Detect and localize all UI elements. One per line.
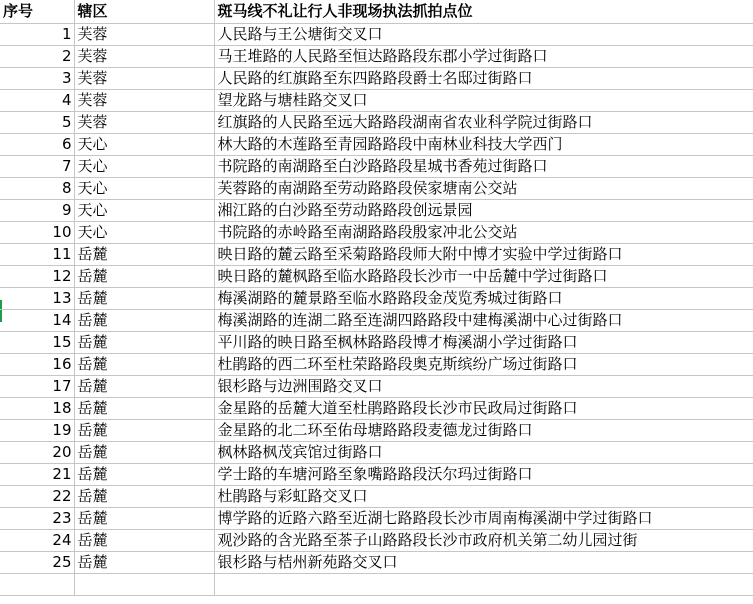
cell-district[interactable]: 岳麓 [74,265,214,287]
table-row [0,397,753,419]
cell-index[interactable]: 20 [0,441,74,463]
cell-index[interactable]: 23 [0,507,74,529]
cell-location[interactable]: 银杉路与边洲围路交叉口 [214,375,753,397]
table-row [0,419,753,441]
cell-index[interactable]: 12 [0,265,74,287]
cell-index[interactable]: 11 [0,243,74,265]
cell-district[interactable]: 芙蓉 [74,67,214,89]
cell-index[interactable]: 7 [0,155,74,177]
cell-district[interactable]: 芙蓉 [74,45,214,67]
cell-location[interactable]: 望龙路与塘桂路交叉口 [214,89,753,111]
table-row [0,177,753,199]
cell-location[interactable]: 博学路的近路六路至近湖七路路段长沙市周南梅溪湖中学过街路口 [214,507,753,529]
table-row [0,353,753,375]
table-row [0,507,753,529]
cell-index[interactable]: 13 [0,287,74,309]
cell-location[interactable]: 红旗路的人民路至远大路路段湖南省农业科学院过街路口 [214,111,753,133]
table-row [0,485,753,507]
table-row [0,89,753,111]
cell-location[interactable]: 学士路的车塘河路至象嘴路路段沃尔玛过街路口 [214,463,753,485]
cell-district[interactable]: 岳麓 [74,463,214,485]
cell-index[interactable]: 19 [0,419,74,441]
cell-index[interactable]: 3 [0,67,74,89]
cell-district[interactable]: 岳麓 [74,331,214,353]
cell-district[interactable]: 岳麓 [74,441,214,463]
cell-district[interactable]: 岳麓 [74,529,214,551]
header-district[interactable]: 辖区 [74,0,214,23]
cell-location[interactable]: 湘江路的白沙路至劳动路路段创远景园 [214,199,753,221]
cell-index[interactable]: 1 [0,23,74,45]
cell-district[interactable]: 天心 [74,155,214,177]
cell-location[interactable]: 梅溪湖路的连湖二路至连湖四路路段中建梅溪湖中心过街路口 [214,309,753,331]
table-body [0,23,753,595]
cell-location[interactable]: 映日路的麓枫路至临水路路段长沙市一中岳麓中学过街路口 [214,265,753,287]
table-row [0,287,753,309]
cell-district[interactable]: 岳麓 [74,551,214,573]
table-row [0,331,753,353]
cell-district[interactable]: 岳麓 [74,397,214,419]
cell-location[interactable]: 书院路的南湖路至白沙路路段星城书香苑过街路口 [214,155,753,177]
cell-index[interactable]: 21 [0,463,74,485]
cell-location[interactable]: 银杉路与桔州新苑路交叉口 [214,551,753,573]
cell-location[interactable]: 观沙路的含光路至茶子山路路段长沙市政府机关第二幼儿园过街 [214,529,753,551]
table-row [0,199,753,221]
cell-location[interactable]: 平川路的映日路至枫林路路段博才梅溪湖小学过街路口 [214,331,753,353]
table-row [0,441,753,463]
cell-location[interactable]: 林大路的木莲路至青园路路段中南林业科技大学西门 [214,133,753,155]
cell-district[interactable]: 岳麓 [74,243,214,265]
cell-district[interactable]: 岳麓 [74,419,214,441]
cell-district[interactable]: 岳麓 [74,375,214,397]
table-row-partial [0,573,753,595]
table-row [0,551,753,573]
cell-index[interactable]: 16 [0,353,74,375]
cell-index[interactable]: 14 [0,309,74,331]
cell-empty[interactable] [74,573,214,595]
cell-location[interactable]: 金星路的岳麓大道至杜鹃路路段长沙市民政局过街路口 [214,397,753,419]
cell-location[interactable]: 人民路与王公塘街交叉口 [214,23,753,45]
cell-district[interactable]: 芙蓉 [74,111,214,133]
cell-index[interactable]: 17 [0,375,74,397]
cell-location[interactable]: 枫林路枫茂宾馆过街路口 [214,441,753,463]
cell-location[interactable]: 马王堆路的人民路至恒达路路段东郡小学过街路口 [214,45,753,67]
table-row [0,375,753,397]
cell-location[interactable]: 芙蓉路的南湖路至劳动路路段侯家塘南公交站 [214,177,753,199]
cell-index[interactable]: 18 [0,397,74,419]
table-row [0,243,753,265]
table-row [0,463,753,485]
cell-location[interactable]: 映日路的麓云路至采菊路路段师大附中博才实验中学过街路口 [214,243,753,265]
cell-district[interactable]: 岳麓 [74,353,214,375]
cell-index[interactable]: 24 [0,529,74,551]
cell-district[interactable]: 芙蓉 [74,23,214,45]
cell-index[interactable]: 8 [0,177,74,199]
cell-location[interactable]: 杜鹃路与彩虹路交叉口 [214,485,753,507]
table-row [0,111,753,133]
table-row [0,265,753,287]
table-row [0,67,753,89]
cell-empty[interactable] [214,573,753,595]
table-row [0,221,753,243]
cell-location[interactable]: 书院路的赤岭路至南湖路路段殷家冲北公交站 [214,221,753,243]
cell-location[interactable]: 梅溪湖路的麓景路至临水路路段金茂览秀城过街路口 [214,287,753,309]
header-row [0,0,753,23]
header-index[interactable]: 序号 [0,0,74,23]
cell-location[interactable]: 杜鹃路的西二环至杜荣路路段奥克斯缤纷广场过街路口 [214,353,753,375]
header-location[interactable]: 斑马线不礼让行人非现场执法抓拍点位 [214,0,753,23]
table-row [0,155,753,177]
table-row [0,529,753,551]
cell-index[interactable]: 5 [0,111,74,133]
cell-district[interactable]: 岳麓 [74,485,214,507]
cell-index[interactable]: 22 [0,485,74,507]
cell-district[interactable]: 天心 [74,221,214,243]
cell-district[interactable]: 岳麓 [74,287,214,309]
cell-index[interactable]: 10 [0,221,74,243]
cell-district[interactable]: 天心 [74,199,214,221]
cell-index[interactable]: 9 [0,199,74,221]
cell-district[interactable]: 芙蓉 [74,89,214,111]
cell-index[interactable]: 4 [0,89,74,111]
cell-district[interactable]: 岳麓 [74,507,214,529]
table-row [0,309,753,331]
cell-district[interactable]: 天心 [74,133,214,155]
cell-index[interactable]: 2 [0,45,74,67]
cell-index[interactable]: 25 [0,551,74,573]
table-row [0,23,753,45]
cell-empty[interactable] [0,573,74,595]
table-row [0,45,753,67]
cell-location[interactable]: 人民路的红旗路至东四路路段爵士名邸过街路口 [214,67,753,89]
cell-index[interactable]: 6 [0,133,74,155]
cell-district[interactable]: 岳麓 [74,309,214,331]
table-row [0,133,753,155]
cell-index[interactable]: 15 [0,331,74,353]
cell-district[interactable]: 天心 [74,177,214,199]
cell-location[interactable]: 金星路的北二环至佑母塘路路段麦德龙过街路口 [214,419,753,441]
